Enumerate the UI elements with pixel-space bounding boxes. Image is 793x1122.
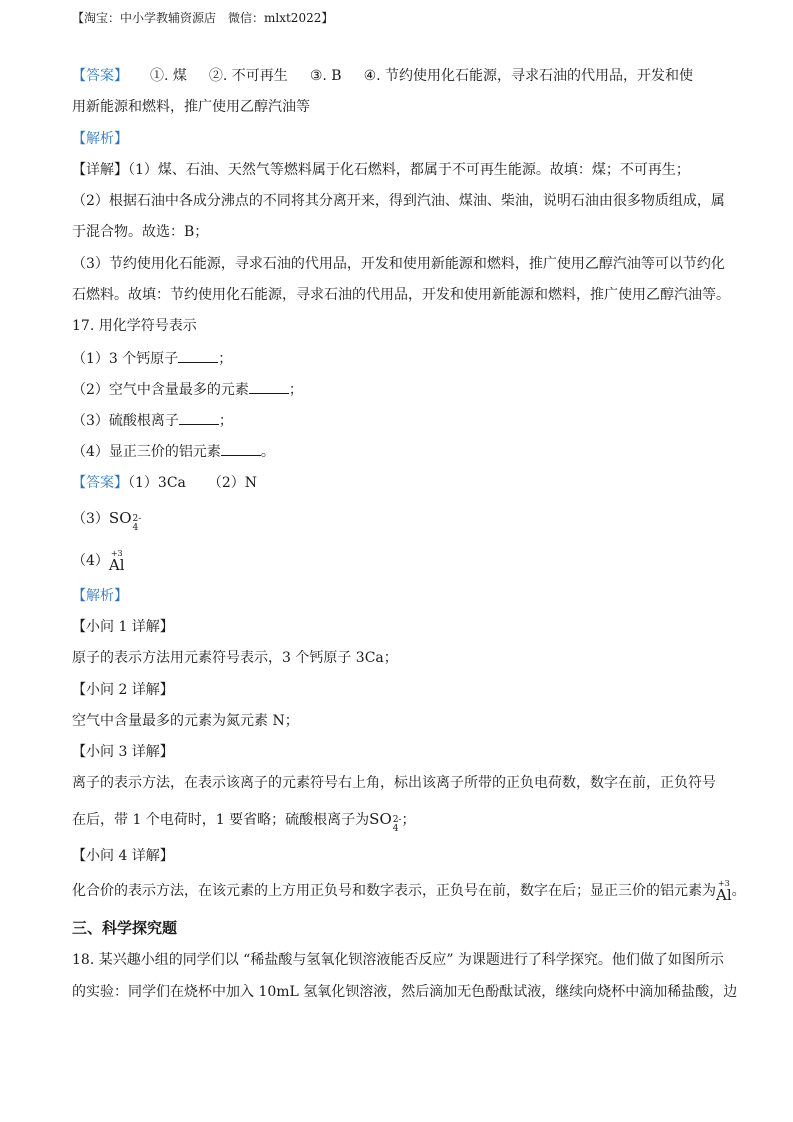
analysis-tag: 【解析】 bbox=[72, 131, 128, 147]
answer-tag: 【答案】 bbox=[72, 68, 128, 84]
item-end: ； bbox=[218, 351, 233, 367]
item-end: 。 bbox=[260, 444, 275, 460]
item-text: （1）3 个钙原子 bbox=[72, 351, 179, 367]
q17-answer-3 bbox=[72, 505, 141, 535]
aluminum-symbol: Al bbox=[716, 886, 732, 904]
sub4-title: 【小问 4 详解】 bbox=[72, 848, 174, 864]
sulfate-charge: 2- bbox=[132, 514, 142, 524]
sulfate-subscript: 4 bbox=[392, 824, 399, 834]
aluminum-symbol: Al bbox=[108, 556, 125, 574]
sub2-text: 空气中含量最多的元素为氮元素 N； bbox=[72, 713, 299, 729]
q16-detail-1 bbox=[72, 160, 690, 180]
sub3-text: 在后，带 1 个电荷时，1 要省略；硫酸根离子为 bbox=[72, 812, 370, 828]
page-header: 【淘宝：中小学教辅资源店 微信：mlxt2022】 bbox=[72, 11, 334, 25]
sub3-title: 【小问 3 详解】 bbox=[72, 744, 174, 760]
q17-title: 17. 用化学符号表示 bbox=[72, 318, 197, 334]
sub2-title: 【小问 2 详解】 bbox=[72, 682, 174, 698]
answer-2: （2）N bbox=[207, 475, 258, 491]
answer-blank bbox=[249, 379, 289, 394]
q16-detail-2b: 于混合物。故选：B； bbox=[72, 224, 209, 240]
answer-4-prefix: （4） bbox=[72, 553, 109, 569]
sulfate-formula bbox=[369, 806, 401, 836]
sub4-body: 化合价的表示方法，在该元素的上方用正负号和数字表示，正负号在前，数字在后；显正三价的铝元素为 bbox=[72, 883, 716, 899]
item-end: ； bbox=[218, 413, 233, 429]
answer-3-prefix: （3） bbox=[72, 511, 109, 527]
sub4-text bbox=[72, 878, 746, 904]
sub3-text-b bbox=[72, 806, 416, 836]
detail-text: （1）煤、石油、天然气等燃料属于化石燃料，都属于不可再生能源。故填：煤；不可再生； bbox=[128, 162, 690, 178]
answer-blank bbox=[179, 410, 219, 425]
item-end: ； bbox=[288, 382, 303, 398]
q17-item-4 bbox=[72, 441, 275, 462]
q17-item-3 bbox=[72, 410, 233, 431]
sub3-text-a: 离子的表示方法，在表示该离子的元素符号右上角，标出该离子所带的正负电荷数，数字在前，正负符号 bbox=[72, 775, 716, 791]
answer-part-4: ④. 节约使用化石能源，寻求石油的代用品，开发和使 bbox=[363, 68, 694, 84]
valence-mark: +3 bbox=[717, 879, 730, 888]
section-title: 三、科学探究题 bbox=[72, 919, 178, 937]
sub4-end: 。 bbox=[731, 883, 746, 899]
q17-item-1 bbox=[72, 348, 232, 369]
sulfate-subscript: 4 bbox=[132, 523, 139, 533]
q16-detail-3a: （3）节约使用化石能源，寻求石油的代用品，开发和使用新能源和燃料，推广使用乙醇汽油等可以节约化 bbox=[72, 256, 725, 272]
detail-tag: 【详解】 bbox=[72, 162, 128, 178]
q17-analysis-tag: 【解析】 bbox=[72, 588, 128, 604]
item-text: （4）显正三价的铝元素 bbox=[72, 444, 221, 460]
q16-detail-3b: 石燃料。故填：节约使用化石能源，寻求石油的代用品，开发和使用新能源和燃料，推广使用乙醇汽油等。 bbox=[72, 287, 730, 303]
q18-line-2: 的实验：同学们在烧杯中加入 10mL 氢氧化钡溶液，然后滴加无色酚酞试液，继续向烧杯中滴加稀盐酸，边 bbox=[72, 984, 738, 1000]
q16-detail-2a: （2）根据石油中各成分沸点的不同将其分离开来，得到汽油、煤油、柴油，说明石油由很多物质组成，属 bbox=[72, 193, 725, 209]
answer-blank bbox=[221, 441, 261, 456]
aluminum-valence bbox=[716, 880, 732, 902]
sulfate-charge: 2- bbox=[392, 815, 402, 825]
answer-blank bbox=[178, 348, 218, 363]
sulfate-base: SO bbox=[369, 810, 392, 828]
answer-1: （1）3Ca bbox=[128, 475, 186, 491]
q17-answer-4 bbox=[72, 548, 125, 574]
sub3-end: ； bbox=[401, 812, 416, 828]
answer-part-2: ②. 不可再生 bbox=[208, 68, 288, 84]
item-text: （3）硫酸根离子 bbox=[72, 413, 179, 429]
answer-part-3: ③. B bbox=[309, 68, 342, 84]
q18-line-1: 18. 某兴趣小组的同学们以 “稀盐酸与氢氧化钡溶液能否反应” 为课题进行了科学探究。他们做了如图所示 bbox=[72, 952, 724, 968]
answer-tag: 【答案】 bbox=[72, 475, 128, 491]
q17-answer bbox=[72, 473, 257, 493]
sub1-title: 【小问 1 详解】 bbox=[72, 619, 174, 635]
valence-mark: +3 bbox=[110, 549, 123, 558]
sulfate-formula bbox=[109, 505, 141, 535]
answer-part-1: ①. 煤 bbox=[150, 68, 187, 84]
q16-answer-line2: 用新能源和燃料，推广使用乙醇汽油等 bbox=[72, 99, 310, 115]
q16-answer bbox=[72, 66, 693, 86]
q17-item-2 bbox=[72, 379, 303, 400]
sub1-text: 原子的表示方法用元素符号表示，3 个钙原子 3Ca； bbox=[72, 650, 398, 666]
sulfate-base: SO bbox=[108, 509, 132, 527]
aluminum-valence bbox=[109, 550, 125, 572]
item-text: （2）空气中含量最多的元素 bbox=[72, 382, 249, 398]
